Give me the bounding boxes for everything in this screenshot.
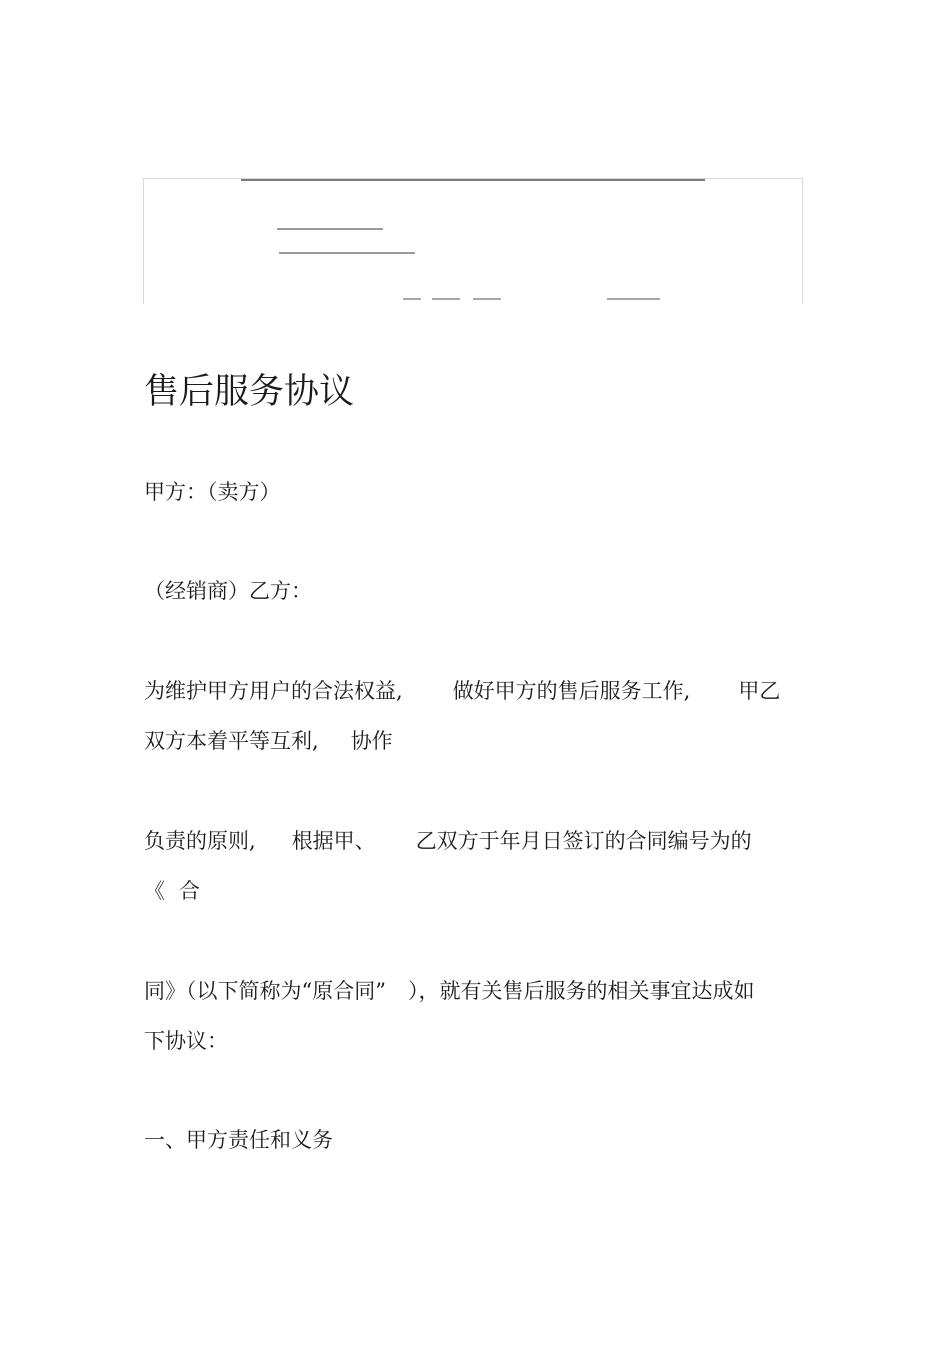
- header-rule-dash: [403, 298, 421, 300]
- section-heading: 一、甲方责任和义务: [144, 1128, 333, 1152]
- text-segment: 负责的原则,: [144, 829, 256, 853]
- paragraph-line: [144, 726, 393, 756]
- party-b-line: （经销商）乙方：: [144, 579, 312, 603]
- header-rule-short: [277, 228, 383, 230]
- header-frame: [143, 178, 803, 304]
- party-a-line: 甲方：（卖方）: [144, 480, 281, 504]
- header-rule-top: [241, 179, 705, 181]
- header-rule-dash: [473, 298, 501, 300]
- text-segment: 乙双方于年月日签订的合同编号为的: [415, 829, 752, 853]
- document-title: 售后服务协议: [144, 372, 355, 412]
- paragraph-line: 下协议：: [144, 1029, 228, 1053]
- text-segment: 合: [179, 879, 200, 903]
- text-segment: 双方本着平等互利,: [144, 729, 319, 753]
- text-segment: 协作: [350, 729, 393, 753]
- text-segment: 根据甲、: [291, 829, 376, 853]
- header-rule-dash: [432, 298, 460, 300]
- paragraph-line: [144, 976, 754, 1006]
- text-segment: 《: [144, 879, 165, 903]
- paragraph-line: [144, 826, 752, 856]
- text-segment: 同》（以下简称为“原合同”: [144, 979, 386, 1003]
- header-rule-dash: [607, 298, 660, 300]
- header-rule-medium: [279, 252, 415, 254]
- paragraph-line: [144, 876, 200, 906]
- text-segment: 甲乙: [738, 679, 781, 703]
- text-segment: ），就有关售后服务的相关事宜达成如: [407, 979, 755, 1003]
- text-segment: 为维护甲方用户的合法权益,: [144, 679, 403, 703]
- paragraph-line: [144, 676, 780, 706]
- text-segment: 做好甲方的售后服务工作,: [452, 679, 691, 703]
